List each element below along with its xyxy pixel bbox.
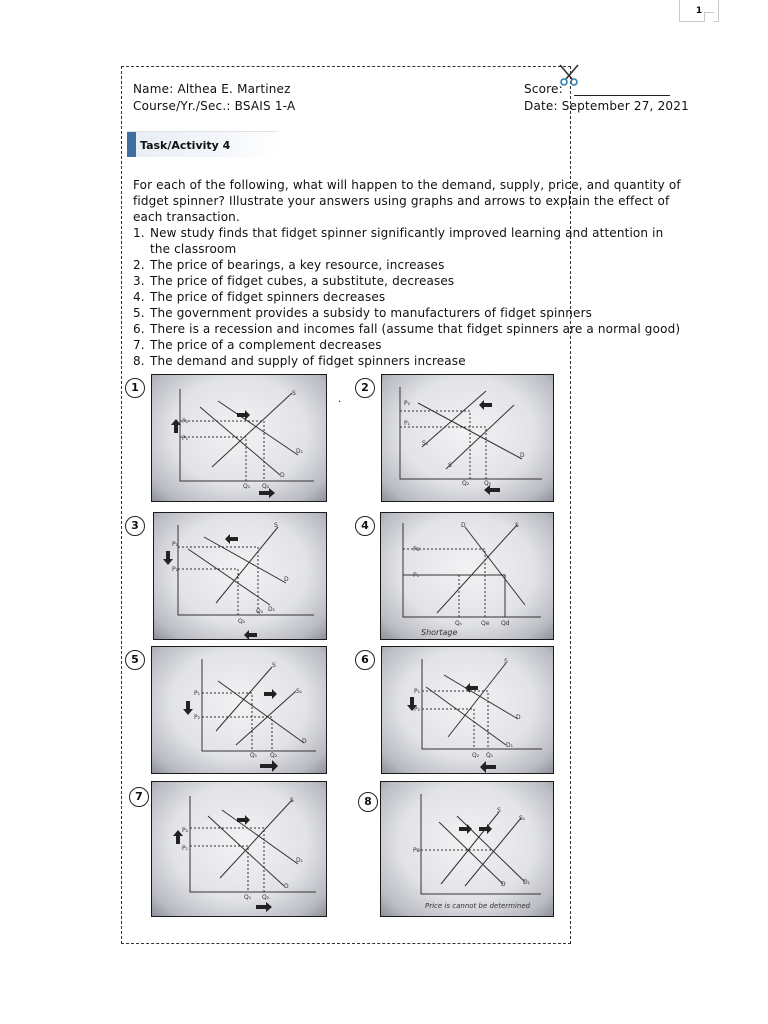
arrow-right-icon: [256, 902, 272, 912]
label-qd: Qd: [501, 620, 510, 627]
label-d: D: [520, 452, 525, 459]
label-q1: Q₁: [243, 483, 251, 490]
list-item: [133, 273, 683, 289]
sketch-number-8: 8: [358, 792, 378, 812]
page-fold-corner: [704, 12, 714, 22]
label-s: S: [504, 658, 508, 665]
sketch-number-1: 1: [125, 378, 145, 398]
shortage-note: Shortage: [421, 628, 458, 637]
axes: [400, 387, 542, 479]
axes: [422, 659, 542, 749]
label-p2: P₂: [194, 714, 201, 721]
label-s1: S₁: [422, 440, 429, 447]
arrow-right-icon: [260, 760, 278, 772]
arrow-right-icon: [237, 815, 250, 825]
supply-curve-shifted: [236, 691, 296, 745]
sketch-photo-6: [381, 646, 554, 774]
guide-lines-old: [202, 693, 252, 751]
supply-curve: [220, 800, 292, 878]
guide-lines-old: [422, 691, 488, 749]
label-d: D: [284, 883, 289, 890]
sketch-number-6: 6: [355, 650, 375, 670]
axes: [202, 659, 316, 751]
demand-curve-shifted: [426, 687, 506, 745]
arrow-right-icon: [459, 824, 472, 834]
item-number: 4.: [133, 290, 145, 304]
guide-lines-new: [190, 828, 264, 892]
label-d1: D₁: [296, 857, 304, 864]
guide-lines-old: [400, 427, 486, 479]
score-blank-line: [574, 95, 670, 96]
sketch-photo-7: [151, 781, 327, 917]
task-title: Task/Activity 4: [140, 139, 231, 152]
axes: [403, 523, 541, 617]
label-d1: D₁: [523, 879, 531, 886]
label-s: S: [290, 797, 294, 804]
supply-curve: [212, 393, 292, 467]
sketch-number-5: 5: [125, 650, 145, 670]
sketch-number-2: 2: [355, 378, 375, 398]
list-item: [133, 353, 683, 369]
label-d: D: [516, 714, 521, 721]
label-pe: Pe: [413, 546, 421, 553]
item-text: New study finds that fidget spinner significantly improved learning and attention in the classroom: [150, 226, 664, 256]
supply-curve: [448, 663, 506, 737]
demand-curve: [218, 681, 304, 743]
list-item: [133, 321, 683, 337]
instructions: For each of the following, what will happen to the demand, supply, price, and quantity of fidget spinner? Illustrate your answers using graphs and arrows to explain the effect of each transaction.: [133, 178, 681, 224]
label-s1: S₁: [519, 815, 526, 822]
label-q2: Q₂: [472, 752, 480, 759]
item-text: The price of bearings, a key resource, increases: [150, 258, 445, 272]
list-item: [133, 289, 683, 305]
demand-curve: [465, 527, 525, 605]
label-q1: Q₁: [256, 608, 264, 615]
label-q2: Q₂: [270, 752, 278, 759]
label-q2: Q₂: [262, 483, 270, 490]
supply-curve-shifted: [465, 818, 521, 886]
label-d: D: [501, 881, 506, 888]
item-text: The price of a complement decreases: [150, 338, 382, 352]
arrow-right-icon: [264, 689, 277, 699]
item-text: The government provides a subsidy to manufacturers of fidget spinners: [150, 306, 593, 320]
label-p2: P₂: [404, 400, 411, 407]
item-text: The price of fidget spinners decreases: [150, 290, 386, 304]
item-number: 5.: [133, 306, 145, 320]
list-item: [133, 257, 683, 273]
item-text: The demand and supply of fidget spinners increase: [150, 354, 466, 368]
demand-curve: [200, 407, 280, 475]
label-qe: Qe: [481, 620, 490, 627]
supply-curve: [216, 667, 272, 731]
label-d: D: [280, 472, 285, 479]
item-number: 2.: [133, 258, 145, 272]
stray-mark: .: [338, 394, 342, 405]
label-q1: Q₁: [250, 752, 258, 759]
arrow-right-icon: [479, 824, 492, 834]
label-d1: D₁: [296, 448, 304, 455]
axes: [190, 796, 316, 892]
item-number: 3.: [133, 274, 145, 288]
item-number: 6.: [133, 322, 145, 336]
label-s: S: [292, 390, 296, 397]
label-q2: Q₂: [462, 480, 470, 487]
sketch-photo-5: [151, 646, 327, 774]
guide-lines-new: [422, 709, 474, 749]
label-s: S: [448, 462, 452, 469]
label-d1: D₁: [268, 606, 276, 613]
label-pe: Pe: [413, 847, 421, 854]
date: Date: September 27, 2021: [524, 99, 689, 113]
label-p2: P₂: [182, 827, 189, 834]
sketch-photo-4: [380, 512, 554, 640]
label-qs: Qₛ: [455, 620, 462, 627]
sketch-number-7: 7: [129, 787, 149, 807]
guide-lines-new: [400, 411, 470, 479]
demand-curve: [204, 537, 286, 583]
demand-curve-shifted: [218, 401, 298, 455]
supply-curve: [216, 527, 278, 603]
sketch-photo-8: [380, 781, 554, 917]
label-q1: Q₁: [244, 894, 252, 901]
item-number: 1.: [133, 226, 145, 240]
list-item: [133, 337, 683, 353]
demand-curve-shifted: [222, 810, 298, 864]
label-d: D: [284, 576, 289, 583]
arrow-left-icon: [479, 400, 492, 410]
label-p1: P₁: [413, 572, 420, 579]
sketch-photo-3: [153, 512, 327, 640]
task-heading-accent: [127, 132, 136, 157]
label-q1: Q₁: [486, 752, 494, 759]
question-list: [133, 225, 683, 369]
label-d1: D₁: [506, 742, 514, 749]
item-number: 8.: [133, 354, 145, 368]
item-number: 7.: [133, 338, 145, 352]
label-s: S: [497, 807, 501, 814]
guide-lines-equilibrium: [403, 549, 485, 617]
undetermined-note: Price is cannot be determined: [425, 902, 531, 910]
sketch-photo-2: [381, 374, 554, 502]
axes: [178, 525, 314, 615]
label-s: S: [274, 522, 278, 529]
score-label: Score:: [524, 82, 563, 96]
student-name: Name: Althea E. Martinez: [133, 82, 291, 96]
label-d: D: [302, 738, 307, 745]
demand-curve: [444, 675, 518, 719]
supply-curve-shifted: [422, 391, 486, 447]
page-number: 1: [695, 6, 703, 16]
label-d: D: [461, 522, 466, 529]
guide-lines-old: [178, 547, 258, 615]
label-p2: P₂: [414, 706, 421, 713]
course-section: Course/Yr./Sec.: BSAIS 1-A: [133, 99, 296, 113]
guide-lines-new: [178, 569, 238, 615]
supply-curve: [446, 405, 514, 469]
label-p1: P₁: [182, 845, 189, 852]
sketch-number-3: 3: [125, 516, 145, 536]
label-s: S: [272, 662, 276, 669]
arrow-left-icon: [480, 761, 496, 773]
sketch-photo-1: [151, 374, 327, 502]
label-p2: P₂: [172, 566, 179, 573]
label-p1: P₁: [404, 420, 411, 427]
arrow-left-icon: [244, 630, 257, 640]
label-p1: P₁: [414, 688, 421, 695]
arrow-down-icon: [163, 551, 173, 565]
arrow-down-icon: [183, 701, 193, 715]
label-q1: Q₁: [484, 480, 492, 487]
guide-lines-old: [190, 846, 248, 892]
label-p2: P₂: [182, 418, 189, 425]
sketch-number-4: 4: [355, 516, 375, 536]
page-number-tab: [679, 0, 719, 22]
list-item: [133, 225, 683, 257]
label-p1: P₁: [194, 690, 201, 697]
item-text: The price of fidget cubes, a substitute, decreases: [150, 274, 455, 288]
item-text: There is a recession and incomes fall (assume that fidget spinners are a normal good): [150, 322, 681, 336]
label-p1: P₁: [172, 541, 179, 548]
label-p1: P₁: [182, 435, 189, 442]
list-item: [133, 305, 683, 321]
label-q2: Q₂: [262, 894, 270, 901]
guide-lines-old: [180, 437, 246, 481]
label-s1: S₁: [296, 688, 303, 695]
label-q2: Q₂: [238, 618, 246, 625]
price-floor-line: [403, 575, 505, 617]
label-s: S: [515, 522, 519, 529]
arrow-left-icon: [225, 534, 238, 544]
task-heading: [127, 131, 279, 157]
